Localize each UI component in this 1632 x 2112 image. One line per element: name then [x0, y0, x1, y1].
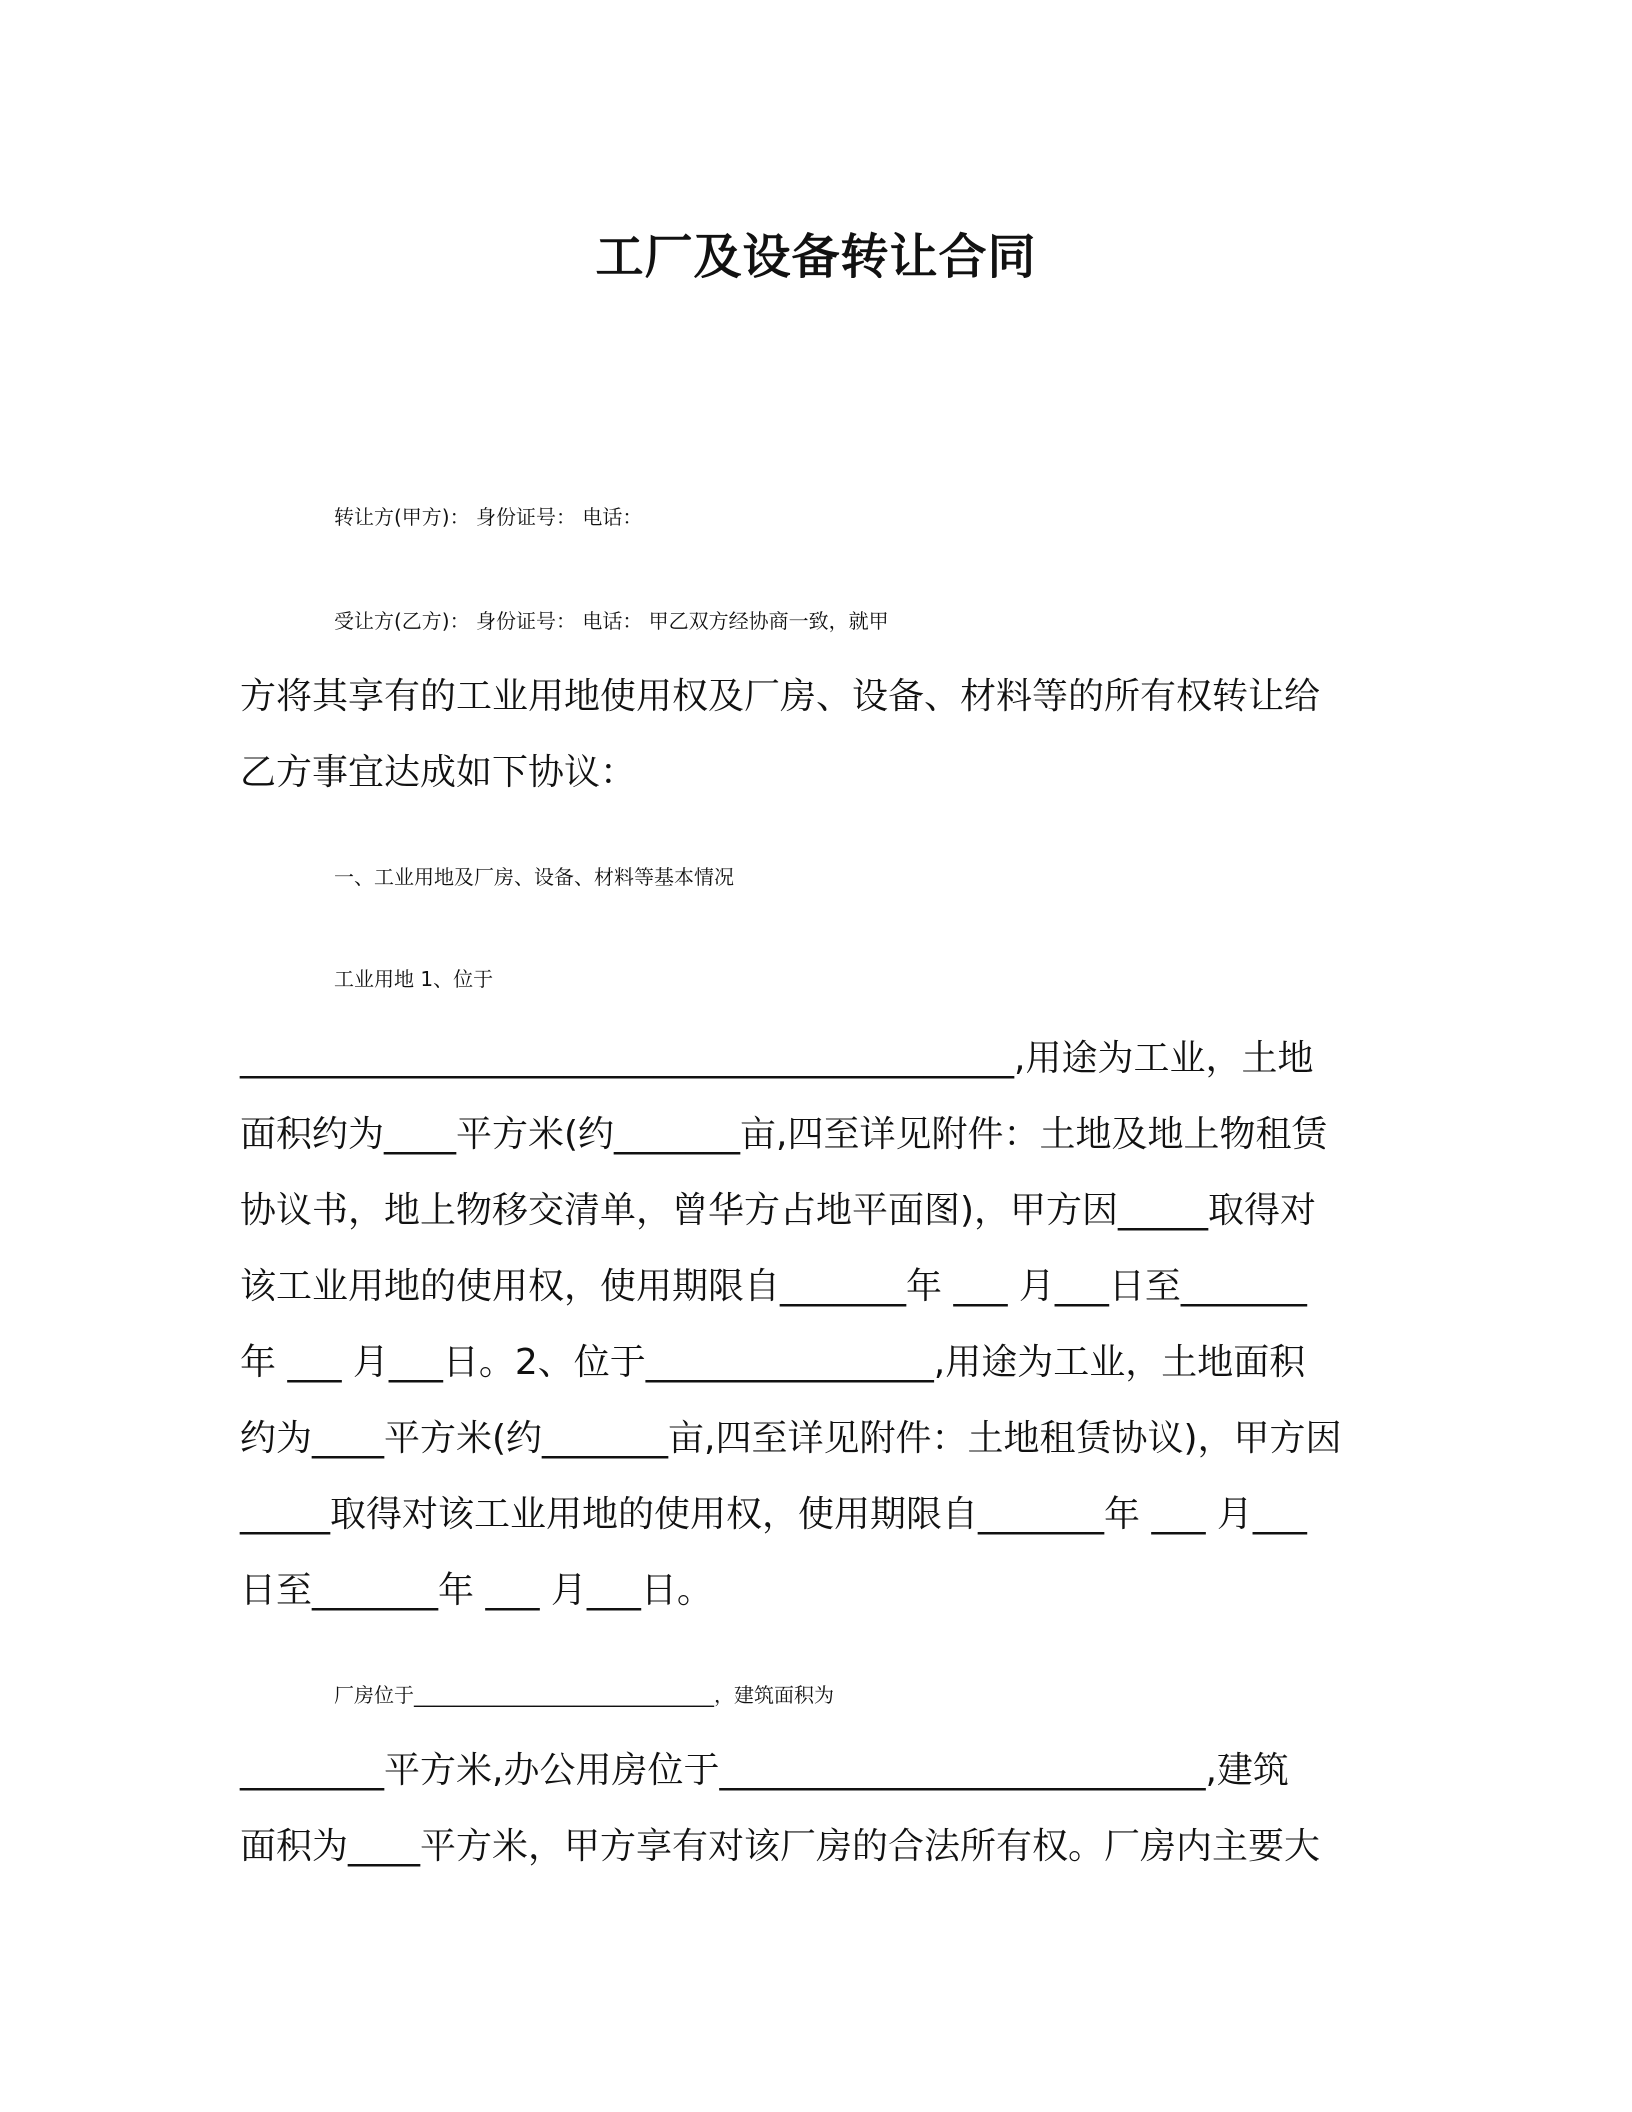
document-title: 工厂及设备转让合同 [595, 229, 1037, 285]
body-line: 工业用地 1、位于 [334, 967, 494, 991]
body-line: _____取得对该工业用地的使用权，使用期限自_______年 ___ 月___ [240, 1494, 1307, 1535]
body-line: 约为____平方米(约_______亩,四至详见附件：土地租赁协议)，甲方因 [240, 1418, 1342, 1459]
body-line: 方将其享有的工业用地使用权及厂房、设备、材料等的所有权转让给 [240, 676, 1321, 717]
section-heading: 一、工业用地及厂房、设备、材料等基本情况 [334, 865, 734, 889]
party-b-line: 受让方(乙方)： 身份证号： 电话： 甲乙双方经协商一致，就甲 [334, 609, 889, 633]
body-line: ___________________________________________,用途为工业，土地 [240, 1038, 1314, 1079]
body-line: 协议书，地上物移交清单，曾华方占地平面图)，甲方因_____取得对 [240, 1190, 1317, 1231]
body-line: 日至_______年 ___ 月___日。 [240, 1570, 713, 1611]
body-line: 年 ___ 月___日。2、位于________________,用途为工业，土地面积 [240, 1342, 1306, 1383]
body-line: 厂房位于______________________________，建筑面积为 [334, 1683, 834, 1707]
body-line: 面积为____平方米，甲方享有对该厂房的合法所有权。厂房内主要大 [240, 1826, 1321, 1867]
party-a-line: 转让方(甲方)： 身份证号： 电话： [334, 505, 643, 529]
body-line: 该工业用地的使用权，使用期限自_______年 ___ 月___日至_______ [240, 1266, 1307, 1307]
body-line: 乙方事宜达成如下协议： [240, 752, 637, 793]
body-line: 面积约为____平方米(约_______亩,四至详见附件：土地及地上物租赁 [240, 1114, 1328, 1155]
body-line: ________平方米,办公用房位于___________________________,建筑 [240, 1750, 1289, 1791]
